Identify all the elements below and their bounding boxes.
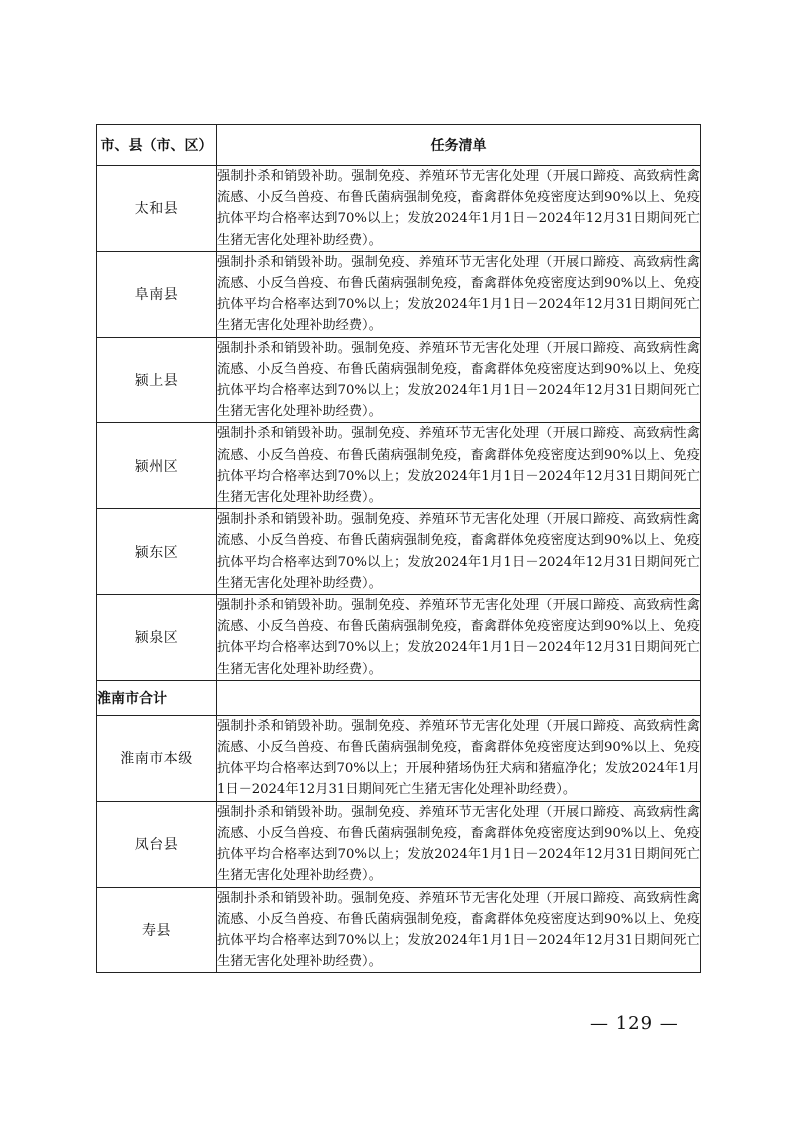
region-cell: 凤台县: [97, 801, 217, 887]
region-cell: 阜南县: [97, 251, 217, 337]
table-row: [97, 423, 701, 509]
region-cell: 颍泉区: [97, 595, 217, 681]
task-cell: 强制扑杀和销毁补助。强制免疫、养殖环节无害化处理（开展口蹄疫、高致病性禽流感、小反刍兽疫、布鲁氏菌病强制免疫，畜禽群体免疫密度达到90%以上、免疫抗体平均合格率达到70%以上；开展种猪场伪狂犬病和猪瘟净化；发放2024年1月1日－2024年12月31日期间死亡生猪无害化处理补助经费）。: [217, 715, 701, 801]
table-row: [97, 801, 701, 887]
region-cell: 颍州区: [97, 423, 217, 509]
region-cell: 太和县: [97, 166, 217, 252]
page-number: — 129 —: [590, 1013, 679, 1034]
region-cell: 寿县: [97, 887, 217, 973]
table-row: [97, 509, 701, 595]
task-cell: 强制扑杀和销毁补助。强制免疫、养殖环节无害化处理（开展口蹄疫、高致病性禽流感、小反刍兽疫、布鲁氏菌病强制免疫，畜禽群体免疫密度达到90%以上、免疫抗体平均合格率达到70%以上；发放2024年1月1日－2024年12月31日期间死亡生猪无害化处理补助经费）。: [217, 801, 701, 887]
header-task: 任务清单: [217, 125, 701, 166]
table-row: [97, 251, 701, 337]
table-row: [97, 166, 701, 252]
task-list-table: [96, 124, 701, 973]
table-row: [97, 887, 701, 973]
subtotal-task-cell: [217, 680, 701, 715]
region-cell: 颍东区: [97, 509, 217, 595]
table-header-row: [97, 125, 701, 166]
task-cell: 强制扑杀和销毁补助。强制免疫、养殖环节无害化处理（开展口蹄疫、高致病性禽流感、小反刍兽疫、布鲁氏菌病强制免疫，畜禽群体免疫密度达到90%以上、免疫抗体平均合格率达到70%以上；发放2024年1月1日－2024年12月31日期间死亡生猪无害化处理补助经费）。: [217, 509, 701, 595]
region-cell: 颍上县: [97, 337, 217, 423]
task-cell: 强制扑杀和销毁补助。强制免疫、养殖环节无害化处理（开展口蹄疫、高致病性禽流感、小反刍兽疫、布鲁氏菌病强制免疫，畜禽群体免疫密度达到90%以上、免疫抗体平均合格率达到70%以上；发放2024年1月1日－2024年12月31日期间死亡生猪无害化处理补助经费）。: [217, 423, 701, 509]
task-cell: 强制扑杀和销毁补助。强制免疫、养殖环节无害化处理（开展口蹄疫、高致病性禽流感、小反刍兽疫、布鲁氏菌病强制免疫，畜禽群体免疫密度达到90%以上、免疫抗体平均合格率达到70%以上；发放2024年1月1日－2024年12月31日期间死亡生猪无害化处理补助经费）。: [217, 337, 701, 423]
region-cell: 淮南市本级: [97, 715, 217, 801]
subtotal-row: [97, 680, 701, 715]
task-cell: 强制扑杀和销毁补助。强制免疫、养殖环节无害化处理（开展口蹄疫、高致病性禽流感、小反刍兽疫、布鲁氏菌病强制免疫，畜禽群体免疫密度达到90%以上、免疫抗体平均合格率达到70%以上；发放2024年1月1日－2024年12月31日期间死亡生猪无害化处理补助经费）。: [217, 595, 701, 681]
header-region: 市、县（市、区）: [97, 125, 217, 166]
table-row: [97, 595, 701, 681]
table-row: [97, 337, 701, 423]
subtotal-label: 淮南市合计: [97, 680, 217, 715]
task-cell: 强制扑杀和销毁补助。强制免疫、养殖环节无害化处理（开展口蹄疫、高致病性禽流感、小反刍兽疫、布鲁氏菌病强制免疫，畜禽群体免疫密度达到90%以上、免疫抗体平均合格率达到70%以上；发放2024年1月1日－2024年12月31日期间死亡生猪无害化处理补助经费）。: [217, 166, 701, 252]
table-row: [97, 715, 701, 801]
task-cell: 强制扑杀和销毁补助。强制免疫、养殖环节无害化处理（开展口蹄疫、高致病性禽流感、小反刍兽疫、布鲁氏菌病强制免疫，畜禽群体免疫密度达到90%以上、免疫抗体平均合格率达到70%以上；发放2024年1月1日－2024年12月31日期间死亡生猪无害化处理补助经费）。: [217, 251, 701, 337]
task-cell: 强制扑杀和销毁补助。强制免疫、养殖环节无害化处理（开展口蹄疫、高致病性禽流感、小反刍兽疫、布鲁氏菌病强制免疫，畜禽群体免疫密度达到90%以上、免疫抗体平均合格率达到70%以上；发放2024年1月1日－2024年12月31日期间死亡生猪无害化处理补助经费）。: [217, 887, 701, 973]
